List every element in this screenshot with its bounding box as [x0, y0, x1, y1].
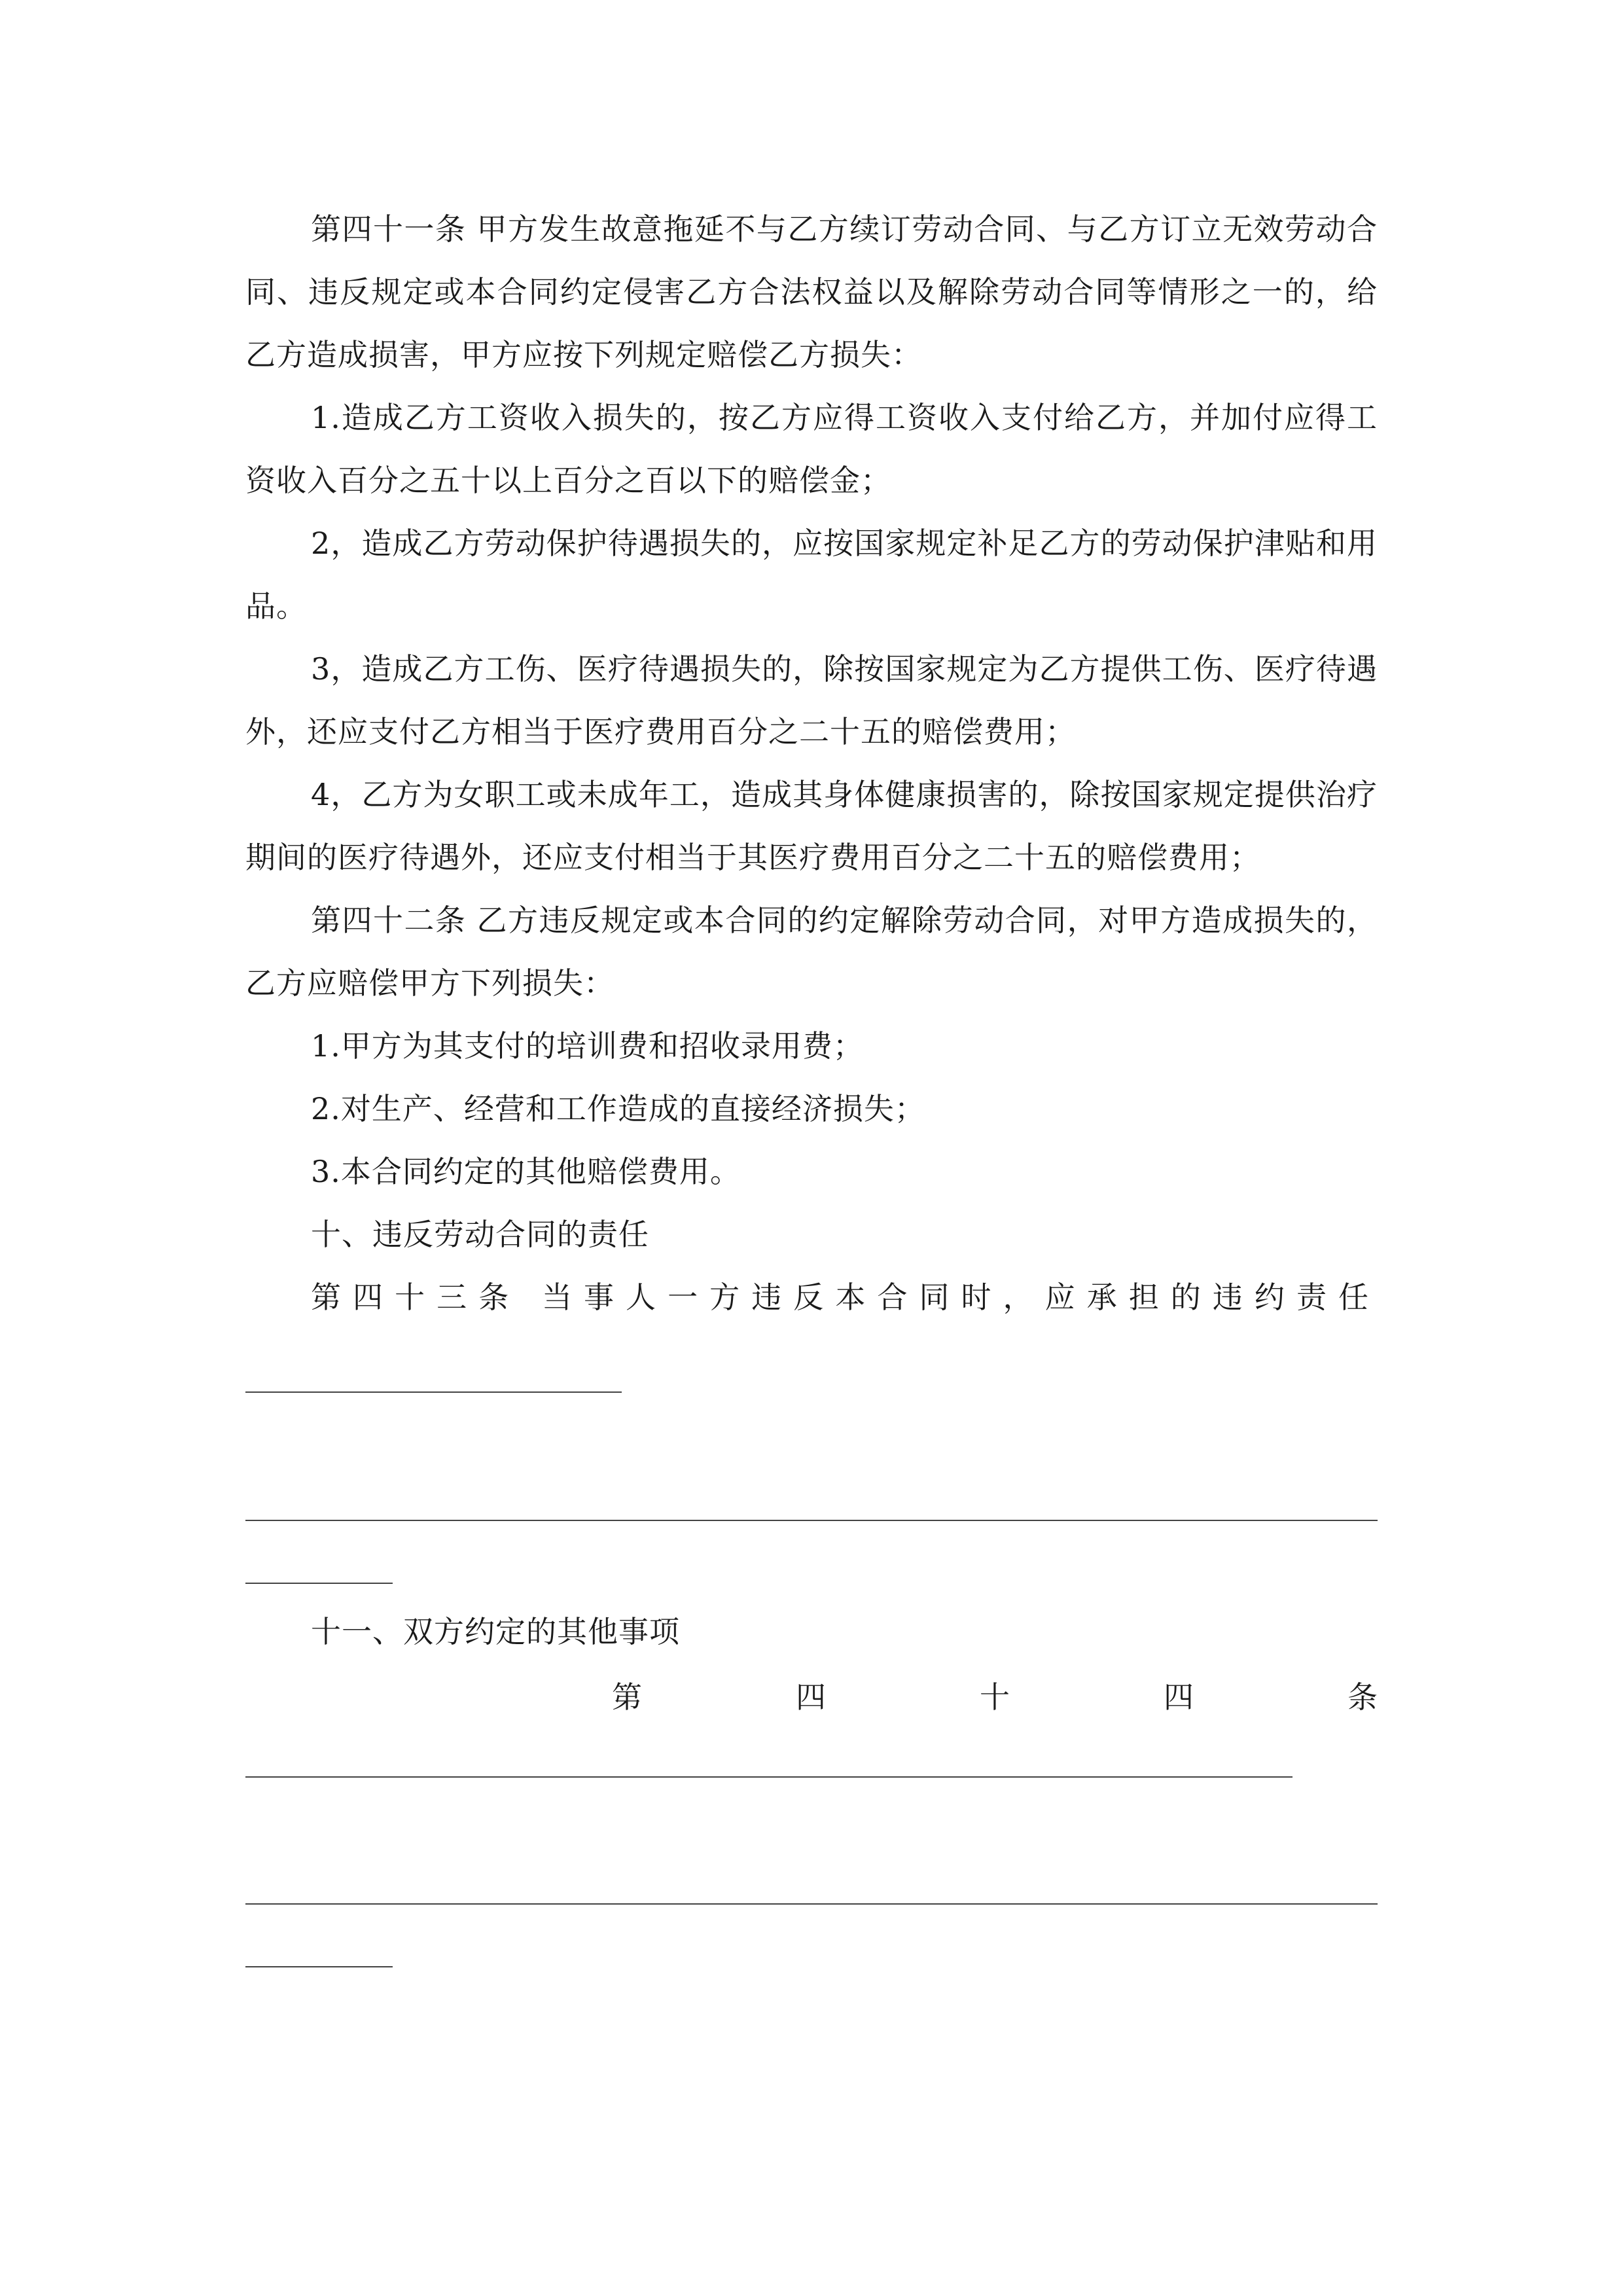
section-11-block — [245, 1600, 1378, 1663]
article-44-char: 第 — [612, 1679, 642, 1715]
blank-line — [245, 1520, 1378, 1521]
blank-line — [245, 1583, 393, 1584]
article-44-char: 条 — [1347, 1679, 1378, 1715]
document-body — [245, 198, 1378, 1329]
article-43-paragraph: 第四十三条 当事人一方违反本合同时，应承担的违约责任 — [311, 1280, 1378, 1315]
article-44-char: 四 — [1164, 1679, 1194, 1715]
article-41-item-1: 1.造成乙方工资收入损失的，按乙方应得工资收入支付给乙方，并加付应得工资收入百分之五十以上百分之百以下的赔偿金； — [245, 400, 1378, 498]
article-44-char: 四 — [796, 1679, 826, 1715]
article-42-paragraph: 第四十二条 乙方违反规定或本合同的约定解除劳动合同，对甲方造成损失的，乙方应赔偿甲方下列损失： — [245, 903, 1378, 1001]
blank-line — [245, 1391, 622, 1393]
blank-line — [245, 1903, 1378, 1905]
section-10-heading: 十、违反劳动合同的责任 — [311, 1217, 649, 1252]
blank-line — [245, 1776, 1293, 1778]
article-41-item-2: 2，造成乙方劳动保护待遇损失的，应按国家规定补足乙方的劳动保护津贴和用品。 — [245, 526, 1378, 624]
article-44-heading — [612, 1666, 1378, 1729]
article-44-char: 十 — [980, 1679, 1010, 1715]
article-42-item-3: 3.本合同约定的其他赔偿费用。 — [311, 1154, 741, 1189]
blank-line — [245, 1966, 393, 1967]
article-41-paragraph: 第四十一条 甲方发生故意拖延不与乙方续订劳动合同、与乙方订立无效劳动合同、违反规定或本合同约定侵害乙方合法权益以及解除劳动合同等情形之一的，给乙方造成损害，甲方应按下列规定赔偿乙方损失： — [245, 211, 1378, 372]
article-42-item-2: 2.对生产、经营和工作造成的直接经济损失； — [311, 1091, 925, 1126]
article-41-item-4: 4，乙方为女职工或未成年工，造成其身体健康损害的，除按国家规定提供治疗期间的医疗待遇外，还应支付相当于其医疗费用百分之二十五的赔偿费用； — [245, 777, 1378, 875]
article-42-item-1: 1.甲方为其支付的培训费和招收录用费； — [311, 1028, 864, 1064]
article-41-item-3: 3，造成乙方工伤、医疗待遇损失的，除按国家规定为乙方提供工伤、医疗待遇外，还应支付乙方相当于医疗费用百分之二十五的赔偿费用； — [245, 651, 1378, 749]
section-11-heading: 十一、双方约定的其他事项 — [311, 1614, 680, 1649]
